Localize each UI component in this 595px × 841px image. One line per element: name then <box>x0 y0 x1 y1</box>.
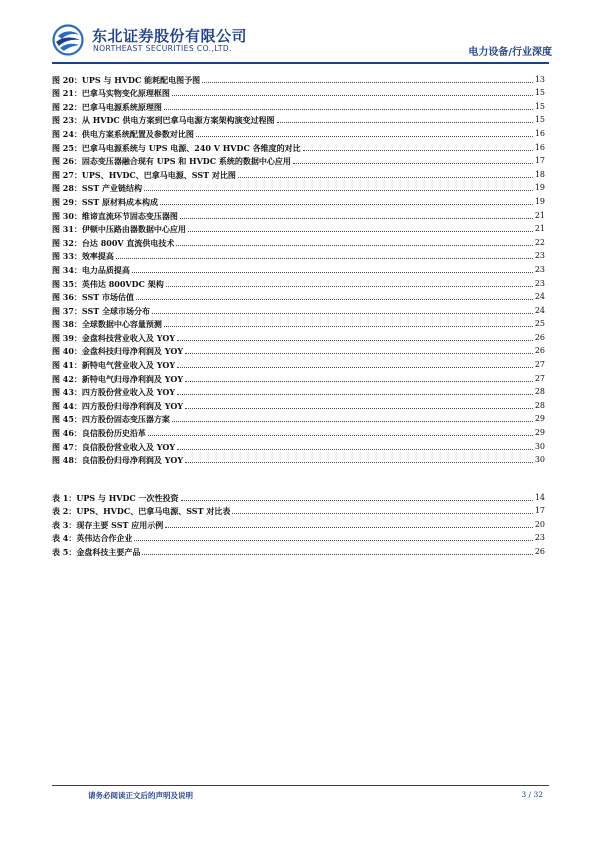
toc-figure-entry[interactable] <box>52 302 545 316</box>
toc-table-entry[interactable] <box>52 503 545 517</box>
toc-figure-entry-label: 图 38： <box>52 319 82 330</box>
toc-figure-entry[interactable] <box>52 370 545 384</box>
toc-figure-entry[interactable] <box>52 207 545 221</box>
toc-figure-entry-leader <box>303 150 533 151</box>
toc-figure-entry-leader <box>132 272 533 273</box>
toc-figure-entry-leader <box>144 190 533 191</box>
toc-figure-entry-page: 16 <box>534 128 545 138</box>
toc-figure-entry-page: 26 <box>534 332 545 342</box>
toc-table-entry-label: 表 2： <box>52 506 77 517</box>
toc-figure-entry[interactable] <box>52 289 545 303</box>
toc-figure-entry[interactable] <box>52 71 545 85</box>
toc-figure-entry-label: 图 28： <box>52 183 82 194</box>
toc-figure-entry[interactable] <box>52 193 545 207</box>
toc-table-entry-title: 金盘科技主要产品 <box>76 546 141 557</box>
toc-figure-entry-label: 图 40： <box>52 346 82 357</box>
footer-disclaimer: 请务必阅读正文后的声明及说明 <box>88 791 193 800</box>
toc-table-entry[interactable] <box>52 489 545 503</box>
toc-figure-entry-title: 英伟达 800VDC 架构 <box>81 278 164 289</box>
toc-figure-entry-title: SST 原材料成本构成 <box>81 196 159 207</box>
toc-table-entry[interactable] <box>52 543 545 557</box>
toc-figure-entry-leader <box>293 163 533 164</box>
toc-figure-entry-leader <box>177 394 533 395</box>
toc-figure-entry-label: 图 26： <box>52 156 82 167</box>
toc-table-entry-page: 23 <box>534 533 545 543</box>
toc-table-entry-leader <box>232 513 532 514</box>
toc-figure-entry-page: 24 <box>534 305 545 315</box>
toc-figure-entry-label: 图 42： <box>52 373 82 384</box>
toc-figure-entry-title: 巴拿马电源系统原理图 <box>81 101 162 112</box>
toc-figure-entry-leader <box>152 313 533 314</box>
toc-figure-entry-title: SST 市场估值 <box>81 292 135 303</box>
toc-figure-entry-leader <box>185 353 533 354</box>
toc-figure-entry-label: 图 35： <box>52 278 82 289</box>
toc-figure-entry-title: 台达 800V 直流供电技术 <box>81 237 175 248</box>
toc-figure-entry-page: 13 <box>534 74 545 84</box>
toc-figure-entry[interactable] <box>52 424 545 438</box>
page-header <box>52 24 552 60</box>
toc-figure-entry-label: 图 41： <box>52 360 82 371</box>
toc-table-entry-label: 表 5： <box>52 546 77 557</box>
toc-figure-entry-label: 图 46： <box>52 428 82 439</box>
toc-table-entry-page: 20 <box>534 519 545 529</box>
toc-figure-entry-label: 图 47： <box>52 441 82 452</box>
toc-figure-entry[interactable] <box>52 452 545 466</box>
toc-figure-entry-title: 良信股份营业收入及 YOY <box>81 441 176 452</box>
toc-figure-entry[interactable] <box>52 112 545 126</box>
toc-figure-entry-leader <box>185 408 533 409</box>
toc-figure-entry-title: 伊顿中压路由器数据中心应用 <box>81 224 186 235</box>
toc-figure-entry-label: 图 37： <box>52 305 82 316</box>
toc-figure-entry-leader <box>164 326 533 327</box>
toc-figure-entry[interactable] <box>52 356 545 370</box>
toc-figure-entry-page: 28 <box>534 400 545 410</box>
toc-figure-entry-title: 效率提高 <box>81 251 114 262</box>
brand-name-en: NORTHEAST SECURITIES CO.,LTD. <box>93 44 232 53</box>
toc-figure-entry[interactable] <box>52 85 545 99</box>
toc-figure-entry-leader <box>177 449 533 450</box>
table-index <box>52 489 545 557</box>
toc-figure-entry-title: 维谛直流环节固态变压器图 <box>81 210 178 221</box>
toc-figure-entry-label: 图 45： <box>52 414 82 425</box>
toc-figure-entry-title: 新特电气营业收入及 YOY <box>81 360 176 371</box>
toc-figure-entry-leader <box>180 218 533 219</box>
toc-table-entry-leader <box>165 527 533 528</box>
toc-figure-entry-title: 四方股份固态变压器方案 <box>81 414 170 425</box>
toc-figure-entry-title: 四方股份归母净利润及 YOY <box>81 400 184 411</box>
page-number: 3 / 32 <box>521 790 543 799</box>
report-type: 电力设备/行业深度 <box>468 47 552 58</box>
toc-table-entry-label: 表 1： <box>52 492 77 503</box>
toc-figure-entry-page: 15 <box>534 115 545 125</box>
toc-figure-entry-label: 图 31： <box>52 224 82 235</box>
brand-name-cn: 东北证券股份有限公司 <box>92 27 248 45</box>
toc-figure-entry-page: 22 <box>534 237 545 247</box>
toc-figure-entry[interactable] <box>52 343 545 357</box>
toc-figure-entry[interactable] <box>52 275 545 289</box>
toc-figure-entry-page: 15 <box>534 88 545 98</box>
toc-figure-entry-page: 21 <box>534 210 545 220</box>
toc-figure-entry-label: 图 48： <box>52 455 82 466</box>
toc-figure-entry-title: 良信股份历史沿革 <box>81 428 146 439</box>
footer-divider <box>52 785 549 786</box>
toc-figure-entry-page: 24 <box>534 292 545 302</box>
figure-index <box>52 71 545 465</box>
toc-figure-entry-title: 固态变压器融合现有 UPS 和 HVDC 系统的数据中心应用 <box>81 156 291 167</box>
toc-table-entry-leader <box>181 500 533 501</box>
toc-figure-entry-page: 28 <box>534 387 545 397</box>
toc-figure-entry-page: 27 <box>534 360 545 370</box>
toc-figure-entry-label: 图 22： <box>52 101 82 112</box>
toc-figure-entry-title: 全球数据中心容量预测 <box>81 319 162 330</box>
toc-figure-entry-title: UPS 与 HVDC 能耗配电图予图 <box>81 74 201 85</box>
toc-figure-entry-label: 图 33： <box>52 251 82 262</box>
toc-figure-entry-title: SST 全球市场分布 <box>81 305 151 316</box>
northeast-securities-logo-icon <box>52 24 88 56</box>
toc-figure-entry[interactable] <box>52 329 545 343</box>
toc-figure-entry-title: 四方股份营业收入及 YOY <box>81 387 176 398</box>
toc-figure-entry[interactable] <box>52 125 545 139</box>
toc-figure-entry-leader <box>185 462 533 463</box>
toc-figure-entry-page: 21 <box>534 224 545 234</box>
toc-figure-entry-leader <box>164 109 533 110</box>
toc-table-entry-leader <box>134 540 532 541</box>
toc-figure-entry-label: 图 44： <box>52 400 82 411</box>
toc-figure-entry-page: 19 <box>534 196 545 206</box>
toc-figure-entry[interactable] <box>52 316 545 330</box>
toc-figure-entry-title: 巴拿马电源系统与 UPS 电源、240 V HVDC 各维度的对比 <box>81 142 301 153</box>
toc-figure-entry[interactable] <box>52 98 545 112</box>
toc-figure-entry-label: 图 34： <box>52 264 82 275</box>
toc-figure-entry-page: 23 <box>534 278 545 288</box>
toc-figure-entry-leader <box>166 286 533 287</box>
toc-figure-entry-leader <box>177 367 533 368</box>
toc-figure-entry-label: 图 23： <box>52 115 82 126</box>
toc-figure-entry-leader <box>172 95 533 96</box>
toc-figure-entry[interactable] <box>52 261 545 275</box>
toc-table-entry-title: 现存主要 SST 应用示例 <box>76 519 164 530</box>
toc-figure-entry-label: 图 20： <box>52 74 82 85</box>
toc-table-entry-title: UPS、HVDC、巴拿马电源、SST 对比表 <box>76 506 231 517</box>
toc-figure-entry[interactable] <box>52 234 545 248</box>
toc-table-entry-label: 表 3： <box>52 519 77 530</box>
toc-figure-entry-label: 图 21： <box>52 88 82 99</box>
toc-figure-entry-page: 19 <box>534 183 545 193</box>
toc-figure-entry-label: 图 29： <box>52 196 82 207</box>
toc-figure-entry-leader <box>196 136 533 137</box>
toc-figure-entry-page: 25 <box>534 319 545 329</box>
toc-figure-entry-title: 金盘科技营业收入及 YOY <box>81 332 176 343</box>
toc-figure-entry[interactable] <box>52 397 545 411</box>
toc-figure-entry-leader <box>136 299 533 300</box>
toc-figure-entry[interactable] <box>52 180 545 194</box>
toc-figure-entry-title: 从 HVDC 供电方案到巴拿马电源方案架构演变过程图 <box>81 115 275 126</box>
toc-figure-entry-page: 23 <box>534 251 545 261</box>
toc-figure-entry-page: 16 <box>534 142 545 152</box>
toc-figure-entry[interactable] <box>52 166 545 180</box>
toc-figure-entry-title: 巴拿马实物变化原理框图 <box>81 88 170 99</box>
toc-figure-entry-page: 23 <box>534 264 545 274</box>
toc-figure-entry-leader <box>185 381 533 382</box>
toc-figure-entry[interactable] <box>52 221 545 235</box>
toc-figure-entry[interactable] <box>52 153 545 167</box>
toc-figure-entry-page: 26 <box>534 346 545 356</box>
toc-figure-entry-label: 图 36： <box>52 292 82 303</box>
toc-figure-entry-title: 金盘科技归母净利润及 YOY <box>81 346 184 357</box>
toc-figure-entry-page: 18 <box>534 169 545 179</box>
toc-figure-entry-leader <box>148 435 533 436</box>
toc-figure-entry-title: 电力品质提高 <box>81 264 130 275</box>
toc-figure-entry-page: 30 <box>534 455 545 465</box>
toc-figure-entry[interactable] <box>52 139 545 153</box>
toc-figure-entry-label: 图 32： <box>52 237 82 248</box>
toc-table-entry-title: 英伟达合作企业 <box>76 533 133 544</box>
toc-figure-entry-label: 图 30： <box>52 210 82 221</box>
toc-figure-entry-label: 图 39： <box>52 332 82 343</box>
toc-table-entry-page: 26 <box>534 546 545 556</box>
toc-figure-entry-label: 图 25： <box>52 142 82 153</box>
toc-figure-entry-title: SST 产业链结构 <box>81 183 143 194</box>
toc-figure-entry-page: 30 <box>534 441 545 451</box>
toc-figure-entry-title: 新特电气归母净利润及 YOY <box>81 373 184 384</box>
toc-figure-entry-leader <box>277 122 533 123</box>
toc-figure-entry-leader <box>116 258 533 259</box>
toc-figure-entry-leader <box>176 245 532 246</box>
toc-figure-entry-title: 良信股份归母净利润及 YOY <box>81 455 184 466</box>
toc-figure-entry-label: 图 43： <box>52 387 82 398</box>
toc-table-entry[interactable] <box>52 530 545 544</box>
toc-figure-entry-page: 27 <box>534 373 545 383</box>
toc-figure-entry-title: 供电方案系统配置及参数对比图 <box>81 128 194 139</box>
toc-figure-entry-leader <box>202 82 533 83</box>
toc-figure-entry[interactable] <box>52 438 545 452</box>
toc-table-entry-leader <box>142 554 532 555</box>
toc-figure-entry-leader <box>188 231 533 232</box>
toc-figure-entry[interactable] <box>52 384 545 398</box>
toc-figure-entry[interactable] <box>52 411 545 425</box>
toc-figure-entry-page: 15 <box>534 101 545 111</box>
toc-table-entry-page: 14 <box>534 492 545 502</box>
toc-figure-entry-page: 17 <box>534 156 545 166</box>
toc-figure-entry-page: 29 <box>534 414 545 424</box>
toc-figure-entry-label: 图 27： <box>52 169 82 180</box>
toc-table-entry-title: UPS 与 HVDC 一次性投资 <box>76 492 179 503</box>
toc-figure-entry-leader <box>238 177 533 178</box>
toc-table-entry-label: 表 4： <box>52 533 77 544</box>
toc-table-entry-page: 17 <box>534 506 545 516</box>
toc-figure-entry-leader <box>177 340 533 341</box>
toc-figure-entry[interactable] <box>52 248 545 262</box>
toc-figure-entry-label: 图 24： <box>52 128 82 139</box>
toc-table-entry[interactable] <box>52 516 545 530</box>
toc-figure-entry-leader <box>172 421 533 422</box>
header-divider <box>52 62 549 64</box>
toc-figure-entry-leader <box>160 204 533 205</box>
toc-figure-entry-page: 29 <box>534 428 545 438</box>
toc-figure-entry-title: UPS、HVDC、巴拿马电源、SST 对比图 <box>81 169 236 180</box>
